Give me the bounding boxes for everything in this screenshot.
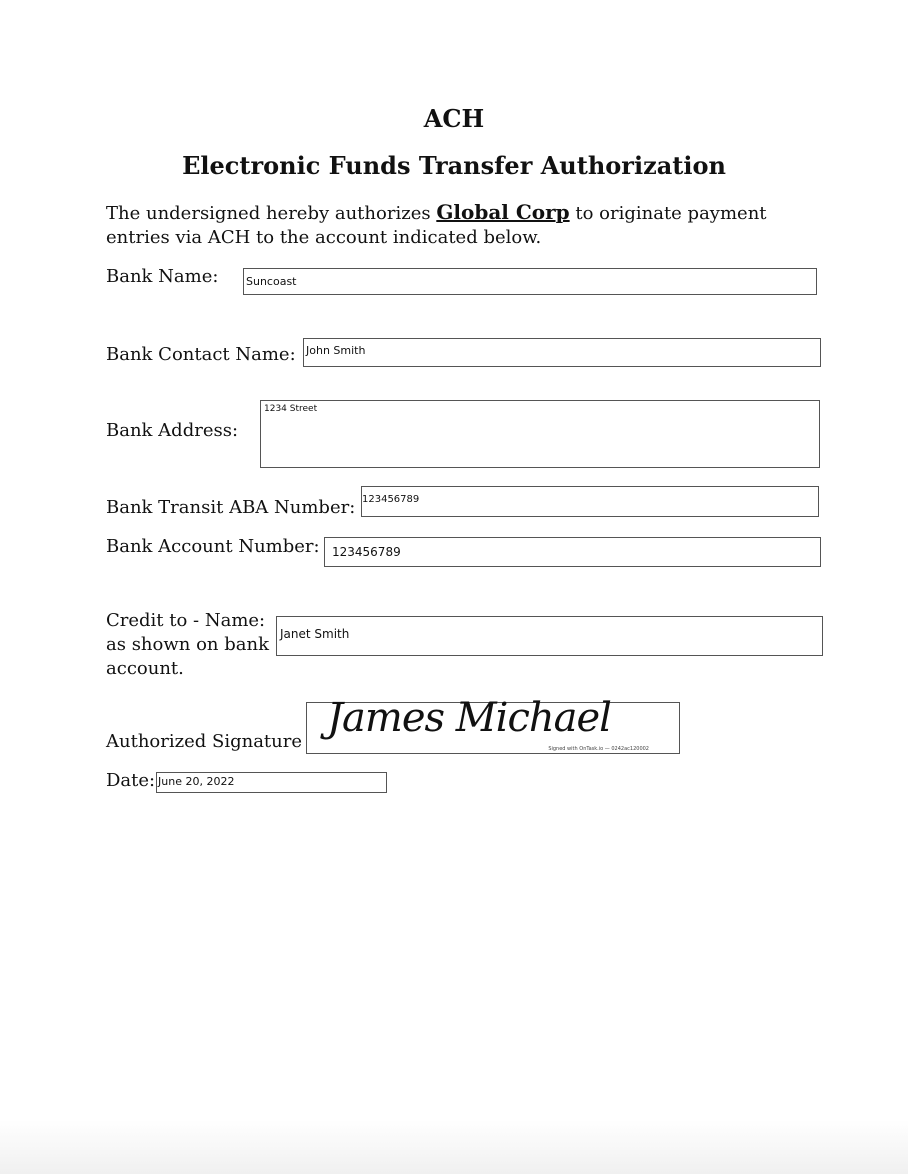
credit-to-name-label-line2: as shown on bank (106, 634, 269, 655)
bank-contact-name-label: Bank Contact Name: (106, 344, 296, 365)
bank-transit-aba-label: Bank Transit ABA Number: (106, 497, 356, 518)
bank-contact-name-value: John Smith (306, 344, 366, 357)
bank-transit-aba-field[interactable] (361, 486, 819, 517)
bank-address-field[interactable] (260, 400, 820, 468)
date-field[interactable] (156, 772, 387, 793)
credit-to-name-value: Janet Smith (280, 627, 350, 641)
authorized-signature-field[interactable] (306, 695, 680, 754)
document-title: ACH (423, 104, 485, 133)
bank-contact-name-field[interactable] (303, 338, 821, 367)
intro-text-after: to originate payment entries via ACH to the account indicated below. (106, 203, 767, 248)
date-value: June 20, 2022 (158, 775, 235, 788)
bank-account-number-label: Bank Account Number: (106, 536, 320, 557)
signature-image: James Michael (327, 695, 611, 741)
bank-name-label: Bank Name: (106, 266, 219, 287)
bank-account-number-field[interactable] (324, 537, 821, 567)
bank-address-value: 1234 Street (264, 404, 318, 414)
authorized-signature-label: Authorized Signature (106, 731, 303, 752)
credit-to-name-field[interactable] (276, 616, 823, 656)
credit-to-name-label-line3: account. (106, 658, 184, 679)
document-subtitle: Electronic Funds Transfer Authorization (182, 151, 726, 180)
intro-text-before: The undersigned hereby authorizes (106, 203, 437, 224)
intro-paragraph (106, 200, 786, 250)
bank-transit-aba-value: 123456789 (362, 494, 420, 505)
company-name: Global Corp (436, 200, 570, 224)
bank-name-value: Suncoast (246, 275, 297, 288)
date-label: Date: (106, 770, 156, 791)
signature-stamp: Signed with OnTask.io — 0242ac120002 (548, 746, 649, 752)
bank-name-field[interactable] (243, 268, 817, 295)
bank-address-label: Bank Address: (106, 420, 239, 441)
credit-to-name-label-line1: Credit to - Name: (106, 610, 266, 631)
bank-account-number-value: 123456789 (332, 545, 401, 559)
